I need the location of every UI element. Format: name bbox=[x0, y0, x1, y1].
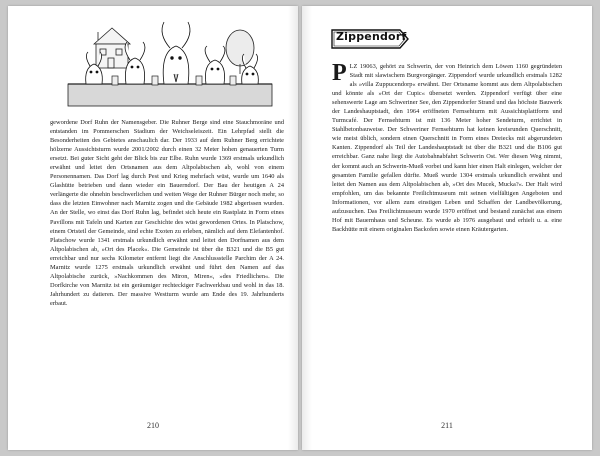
left-page bbox=[8, 6, 298, 450]
left-page-body bbox=[50, 118, 284, 308]
paragraph: gewordene Dorf Ruhn der Namensgeber. Die Ruhner Berge sind eine Stauchmoräne und entstanden im Pommerschen Stadium der Weichseleiszeit. Ein Lehrpfad stellt die Besonderheiten des Gebietes anschaulich dar. Der 1933 auf dem Ruhner Berg errichtete hölzerne Aussichtsturm wurde 2001/2002 durch einen 32 Meter hohen genauerten Turm ersetzt. Bei guter Sicht geht der Blick bis zur Elbe. Ruhn wurde 1369 erstmals urkundlich erwähnt und leitet den Ortsnamen aus dem Altpolabischen ab, wohl von einem Personennamen. Das Dorf lag durch Pest und Krieg mehrfach wüst, wurde um 1640 als Glashütte betrieben und dann wieder ein Bauerndorf. Der Bau der heutigen A 24 verlängerte die ohnehin beschwerlichen und weiten Wege der Ruhner Bürger noch mehr, so dass die letzten Einwohner nach Marnitz zogen und die Gebäude 1982 abgerissen wurden. An der Stelle, wo einst das Dorf Ruhn lag, befindet sich heute ein Rastplatz in Form eines Pavillons mit Tafeln und Karten zur Geschichte des wüst gewordenen Ortes. In Platschow, einem Ortsteil der Gemeinde, sind echte Exoten zu erleben, nämlich auf dem Elefantenhof. Platschow wurde 1341 erstmals urkundlich erwähnt und leitet den Dorfnamen aus dem Altpolabischen ab, »Ort des Placek«. Die Gemeinde ist über die B321 und die B5 gut erreichbar und nur sechs Kilometer entfernt liegt die Anschlussstelle Parchim der A 24. Marnitz wurde 1275 erstmals urkundlich erwähnt und führt den Namen auf das Altpolabische zurück, »Nachkommen des Miron, Miren«, »des Friedlichen«. Die Dorfkirche von Marnitz ist ein geräumiger rechteckiger Fachwerkbau und wohl in das 18. Jahrhundert zu datieren. Der massive Westturm wurde am Ende des 19. Jahrhunderts erbaut. bbox=[50, 119, 284, 307]
right-page bbox=[302, 6, 592, 450]
gutter-shadow bbox=[288, 6, 298, 450]
place-name-sign: Zippendorf bbox=[336, 30, 407, 43]
page-number-left: 210 bbox=[147, 421, 159, 430]
dropcap: P bbox=[332, 60, 347, 86]
paragraph: LZ 19063, gehört zu Schwerin, der von Heinrich dem Löwen 1160 gegründeten Stadt mit slawischem Burgvorgänger. Zippendorf wurde urkundlich erstmals 1282 als »villa Zuppucendorp« erwähnt. Der Ortsname kommt aus dem Altpolabischen und könnte als »Ort der Cupic« übersetzt werden. Zippendorf verfügt über eine sehenswerte Lage am Schweriner See, den Zippendorfer Strand und das höchste Bauwerk der Landeshauptstadt, den 1964 eröffneten Fernsehturm mit Aussichtsplattform und Turmcafé. Der Fernsehturm ist mit 136 Meter hoher Sendeturm, errichtet in Stahlbetonbauweise. Der Schweriner Fernsehturm hat keinen kreisrunden Querschnitt, wie meist üblich, sondern einen Querschnitt in Form eines Dreiecks mit abgerundeten Kanten. Zippendorf als Teil der Landeshauptstadt ist über die B321 und die B106 gut erreichbar. Ganz nahe liegt die Autobahnabfahrt Schwerin Ost. Wer diesen Weg nimmt, der kommt auch an Schwerin-Mueß vorbei und kann hier einen Halt einlegen, welcher der gesamten Familie gefallen dürfte. Mueß wurde 1304 erstmals urkundlich erwähnt und leitet den Namen aus dem Altpolabischen ab, »Ort des Mucek, Mucka?«. Der Halt wird empfohlen, um das bekannte Freilichtmuseum mit seinen vielfältigen Angeboten und Informationen, vor allem zum einstigen Leben und Schaffen der Landbevölkerung, aufzusuchen. Das Freilichtmuseum wurde 1970 eröffnet und bestand zunächst aus einem Hof mit Bauernhaus und Scheune. Es wurde ab 1976 ausgebaut und erhielt u. a. eine Backhütte mit einem originalen Backofen sowie einen Kräutergarten. bbox=[332, 63, 562, 233]
page-number-right: 211 bbox=[441, 421, 453, 430]
right-page-body bbox=[332, 62, 562, 234]
book-spread bbox=[8, 6, 592, 450]
goats-at-bar-illustration-icon bbox=[64, 14, 276, 110]
gutter-shadow bbox=[302, 6, 312, 450]
